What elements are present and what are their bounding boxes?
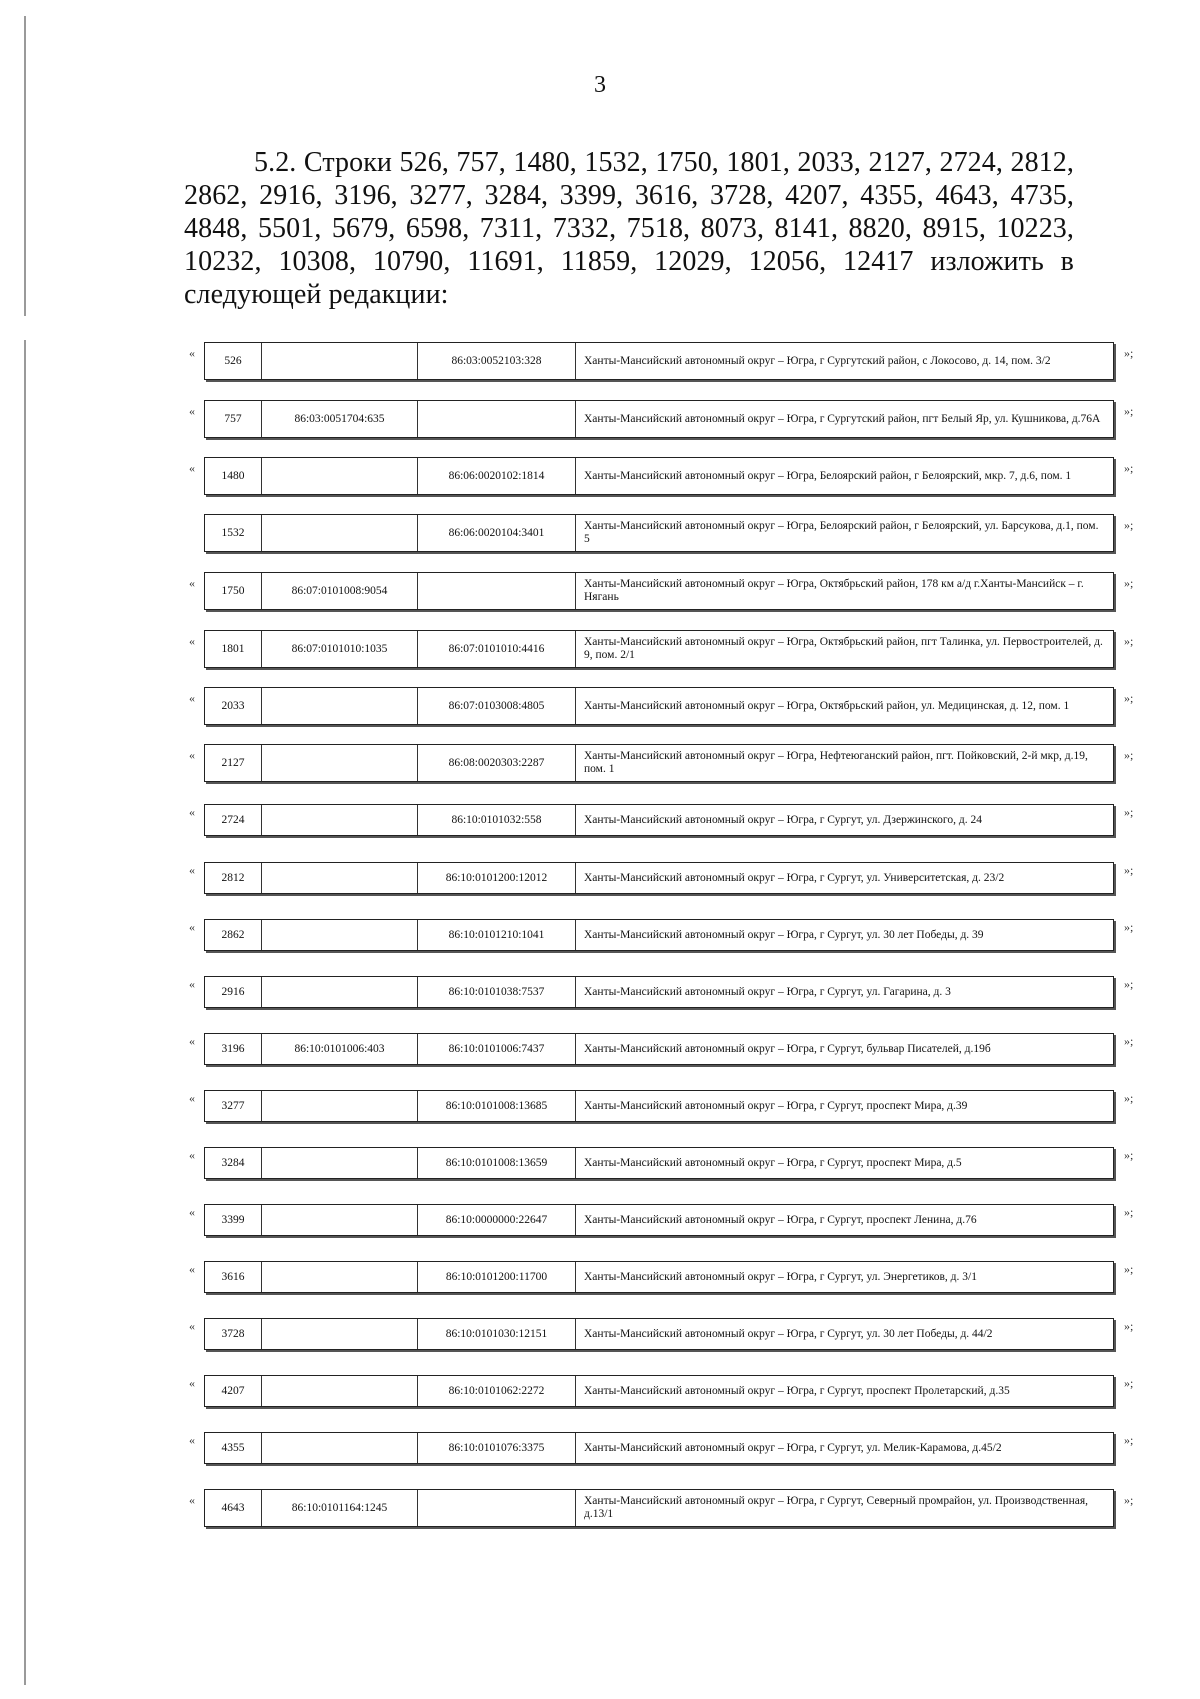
row-number-cell: 4355 xyxy=(205,1433,262,1463)
record-box xyxy=(204,1375,1114,1407)
close-quote: »; xyxy=(1124,1034,1134,1048)
row-number-cell: 1480 xyxy=(205,458,262,494)
cadastral-number-cell: 86:07:0101008:9054 xyxy=(262,573,418,609)
close-quote: »; xyxy=(1124,863,1134,877)
row-number-cell: 1532 xyxy=(205,515,262,551)
cadastral-number-cell-2 xyxy=(418,1490,576,1526)
cadastral-number-cell xyxy=(262,1319,418,1349)
left-margin-line xyxy=(24,16,26,316)
cadastral-number-cell: 86:10:0101006:403 xyxy=(262,1034,418,1064)
row-number-cell: 3616 xyxy=(205,1262,262,1292)
left-margin-line-lower xyxy=(24,340,26,1685)
close-quote: »; xyxy=(1124,404,1134,418)
cadastral-number-cell-2: 86:10:0101062:2272 xyxy=(418,1376,576,1406)
row-number-cell: 526 xyxy=(205,343,262,379)
intro-paragraph: 5.2. Строки 526, 757, 1480, 1532, 1750, 1801, 2033, 2127, 2724, 2812, 2862, 2916, 3196, 3277, 3284, 3399, 3616, 3728, 4207, 4355, 4643, 4735, 4848, 5501, 5679, 6598, 7311, 7332, 7518, 8073, 8141, 8820, 8915, 10223, 10232, 10308, 10790, 11691, 11859, 12029, 12056, 12417 изложить в следующей редакции: xyxy=(184,147,1074,310)
open-quote: « xyxy=(189,863,195,877)
cadastral-number-cell-2: 86:10:0101210:1041 xyxy=(418,920,576,950)
row-number-cell: 4207 xyxy=(205,1376,262,1406)
row-number-cell: 757 xyxy=(205,401,262,437)
record-box xyxy=(204,976,1114,1008)
cadastral-number-cell xyxy=(262,805,418,835)
open-quote: « xyxy=(189,748,195,762)
cadastral-number-cell-2: 86:07:0101010:4416 xyxy=(418,631,576,667)
cadastral-number-cell-2: 86:10:0101006:7437 xyxy=(418,1034,576,1064)
cadastral-number-cell xyxy=(262,1376,418,1406)
address-cell: Ханты-Мансийский автономный округ – Югра, г Сургут, проспект Пролетарский, д.35 xyxy=(584,1384,1010,1397)
open-quote: « xyxy=(189,1205,195,1219)
cadastral-number-cell-2: 86:10:0101200:11700 xyxy=(418,1262,576,1292)
record-box xyxy=(204,687,1114,725)
cadastral-number-cell-2: 86:10:0101008:13659 xyxy=(418,1148,576,1178)
address-cell: Ханты-Мансийский автономный округ – Югра, г Сургут, проспект Мира, д.5 xyxy=(584,1156,962,1169)
cadastral-number-cell: 86:10:0101164:1245 xyxy=(262,1490,418,1526)
record-box xyxy=(204,1261,1114,1293)
address-cell: Ханты-Мансийский автономный округ – Югра, г Сургут, проспект Мира, д.39 xyxy=(584,1099,968,1112)
record-box xyxy=(204,630,1114,668)
page-number: 3 xyxy=(594,72,606,98)
cadastral-number-cell-2: 86:10:0101200:12012 xyxy=(418,863,576,893)
record-box xyxy=(204,862,1114,894)
close-quote: »; xyxy=(1124,461,1134,475)
cadastral-number-cell xyxy=(262,1091,418,1121)
record-box xyxy=(204,400,1114,438)
record-box xyxy=(204,342,1114,380)
row-number-cell: 1750 xyxy=(205,573,262,609)
address-cell: Ханты-Мансийский автономный округ – Югра, г Сургут, ул. Университетская, д. 23/2 xyxy=(584,871,1005,884)
open-quote: « xyxy=(189,576,195,590)
cadastral-number-cell xyxy=(262,1433,418,1463)
close-quote: »; xyxy=(1124,805,1134,819)
row-number-cell: 4643 xyxy=(205,1490,262,1526)
cadastral-number-cell: 86:03:0051704:635 xyxy=(262,401,418,437)
cadastral-number-cell xyxy=(262,1262,418,1292)
close-quote: »; xyxy=(1124,1262,1134,1276)
row-number-cell: 2033 xyxy=(205,688,262,724)
open-quote: « xyxy=(189,1433,195,1447)
cadastral-number-cell xyxy=(262,458,418,494)
close-quote: »; xyxy=(1124,1433,1134,1447)
cadastral-number-cell-2: 86:10:0101076:3375 xyxy=(418,1433,576,1463)
row-number-cell: 3399 xyxy=(205,1205,262,1235)
open-quote: « xyxy=(189,691,195,705)
record-box xyxy=(204,1204,1114,1236)
close-quote: »; xyxy=(1124,977,1134,991)
record-box xyxy=(204,919,1114,951)
open-quote: « xyxy=(189,920,195,934)
open-quote: « xyxy=(189,1376,195,1390)
open-quote: « xyxy=(189,977,195,991)
open-quote: « xyxy=(189,404,195,418)
cadastral-number-cell-2 xyxy=(418,573,576,609)
cadastral-number-cell-2: 86:08:0020303:2287 xyxy=(418,745,576,781)
address-cell: Ханты-Мансийский автономный округ – Югра, Октябрьский район, ул. Медицинская, д. 12, пом. 1 xyxy=(584,699,1070,712)
record-box xyxy=(204,744,1114,782)
address-cell: Ханты-Мансийский автономный округ – Югра, г Сургут, ул. 30 лет Победы, д. 39 xyxy=(584,928,984,941)
cadastral-number-cell-2: 86:10:0101008:13685 xyxy=(418,1091,576,1121)
open-quote: « xyxy=(189,346,195,360)
record-box xyxy=(204,804,1114,836)
cadastral-number-cell xyxy=(262,745,418,781)
address-cell: Ханты-Мансийский автономный округ – Югра, г Сургут, бульвар Писателей, д.19б xyxy=(584,1042,991,1055)
cadastral-number-cell xyxy=(262,977,418,1007)
cadastral-number-cell xyxy=(262,920,418,950)
close-quote: »; xyxy=(1124,1493,1134,1507)
row-number-cell: 3277 xyxy=(205,1091,262,1121)
open-quote: « xyxy=(189,805,195,819)
row-number-cell: 2916 xyxy=(205,977,262,1007)
row-number-cell: 2724 xyxy=(205,805,262,835)
cadastral-number-cell: 86:07:0101010:1035 xyxy=(262,631,418,667)
cadastral-number-cell xyxy=(262,343,418,379)
address-cell: Ханты-Мансийский автономный округ – Югра, Белоярский район, г Белоярский, ул. Барсукова, д.1, пом. 5 xyxy=(584,520,1099,545)
cadastral-number-cell xyxy=(262,1148,418,1178)
address-cell: Ханты-Мансийский автономный округ – Югра, г Сургут, ул. Энергетиков, д. 3/1 xyxy=(584,1270,977,1283)
close-quote: »; xyxy=(1124,1319,1134,1333)
cadastral-number-cell-2 xyxy=(418,401,576,437)
row-number-cell: 3196 xyxy=(205,1034,262,1064)
close-quote: »; xyxy=(1124,576,1134,590)
row-number-cell: 2862 xyxy=(205,920,262,950)
record-box xyxy=(204,1147,1114,1179)
record-box xyxy=(204,514,1114,552)
record-box xyxy=(204,1318,1114,1350)
open-quote: « xyxy=(189,1319,195,1333)
cadastral-number-cell-2: 86:10:0101032:558 xyxy=(418,805,576,835)
close-quote: »; xyxy=(1124,346,1134,360)
cadastral-number-cell-2: 86:10:0000000:22647 xyxy=(418,1205,576,1235)
cadastral-number-cell xyxy=(262,515,418,551)
open-quote: « xyxy=(189,1034,195,1048)
close-quote: »; xyxy=(1124,1091,1134,1105)
close-quote: »; xyxy=(1124,920,1134,934)
address-cell: Ханты-Мансийский автономный округ – Югра, г Сургут, ул. Мелик-Карамова, д.45/2 xyxy=(584,1441,1002,1454)
open-quote: « xyxy=(189,634,195,648)
open-quote: « xyxy=(189,1493,195,1507)
cadastral-number-cell xyxy=(262,688,418,724)
cadastral-number-cell-2: 86:06:0020102:1814 xyxy=(418,458,576,494)
address-cell: Ханты-Мансийский автономный округ – Югра, г Сургут, ул. Дзержинского, д. 24 xyxy=(584,813,982,826)
cadastral-number-cell-2: 86:06:0020104:3401 xyxy=(418,515,576,551)
address-cell: Ханты-Мансийский автономный округ – Югра, г Сургутский район, с Локосово, д. 14, пом. 3/2 xyxy=(584,354,1051,367)
open-quote: « xyxy=(189,461,195,475)
record-box xyxy=(204,1489,1114,1527)
close-quote: »; xyxy=(1124,691,1134,705)
address-cell: Ханты-Мансийский автономный округ – Югра, г Сургут, ул. 30 лет Победы, д. 44/2 xyxy=(584,1327,993,1340)
cadastral-number-cell-2: 86:10:0101038:7537 xyxy=(418,977,576,1007)
record-box xyxy=(204,1033,1114,1065)
row-number-cell: 2127 xyxy=(205,745,262,781)
row-number-cell: 1801 xyxy=(205,631,262,667)
close-quote: »; xyxy=(1124,1376,1134,1390)
address-cell: Ханты-Мансийский автономный округ – Югра, г Сургут, проспект Ленина, д.76 xyxy=(584,1213,977,1226)
cadastral-number-cell-2: 86:03:0052103:328 xyxy=(418,343,576,379)
open-quote: « xyxy=(189,1091,195,1105)
row-number-cell: 3284 xyxy=(205,1148,262,1178)
close-quote: »; xyxy=(1124,1205,1134,1219)
cadastral-number-cell xyxy=(262,1205,418,1235)
row-number-cell: 2812 xyxy=(205,863,262,893)
record-box xyxy=(204,1432,1114,1464)
record-box xyxy=(204,572,1114,610)
cadastral-number-cell-2: 86:07:0103008:4805 xyxy=(418,688,576,724)
row-number-cell: 3728 xyxy=(205,1319,262,1349)
address-cell: Ханты-Мансийский автономный округ – Югра, г Сургутский район, пгт Белый Яр, ул. Кушникова, д.76А xyxy=(584,412,1101,425)
address-cell: Ханты-Мансийский автономный округ – Югра, г Сургут, Северный промрайон, ул. Производственная, д.13/1 xyxy=(584,1495,1089,1520)
address-cell: Ханты-Мансийский автономный округ – Югра, Октябрьский район, 178 км а/д г.Ханты-Мансийск – г. Нягань xyxy=(584,578,1084,603)
address-cell: Ханты-Мансийский автономный округ – Югра, Октябрьский район, пгт Талинка, ул. Первостроителей, д. 9, пом. 2/1 xyxy=(584,636,1103,661)
address-cell: Ханты-Мансийский автономный округ – Югра, г Сургут, ул. Гагарина, д. 3 xyxy=(584,985,951,998)
cadastral-number-cell xyxy=(262,863,418,893)
open-quote: « xyxy=(189,1148,195,1162)
record-box xyxy=(204,457,1114,495)
open-quote: « xyxy=(189,1262,195,1276)
close-quote: »; xyxy=(1124,1148,1134,1162)
close-quote: »; xyxy=(1124,634,1134,648)
address-cell: Ханты-Мансийский автономный округ – Югра, Белоярский район, г Белоярский, мкр. 7, д.6, пом. 1 xyxy=(584,469,1072,482)
address-cell: Ханты-Мансийский автономный округ – Югра, Нефтеюганский район, пгт. Пойковский, 2-й мкр, д.19, пом. 1 xyxy=(584,750,1088,775)
record-box xyxy=(204,1090,1114,1122)
cadastral-number-cell-2: 86:10:0101030:12151 xyxy=(418,1319,576,1349)
close-quote: »; xyxy=(1124,518,1134,532)
close-quote: »; xyxy=(1124,748,1134,762)
